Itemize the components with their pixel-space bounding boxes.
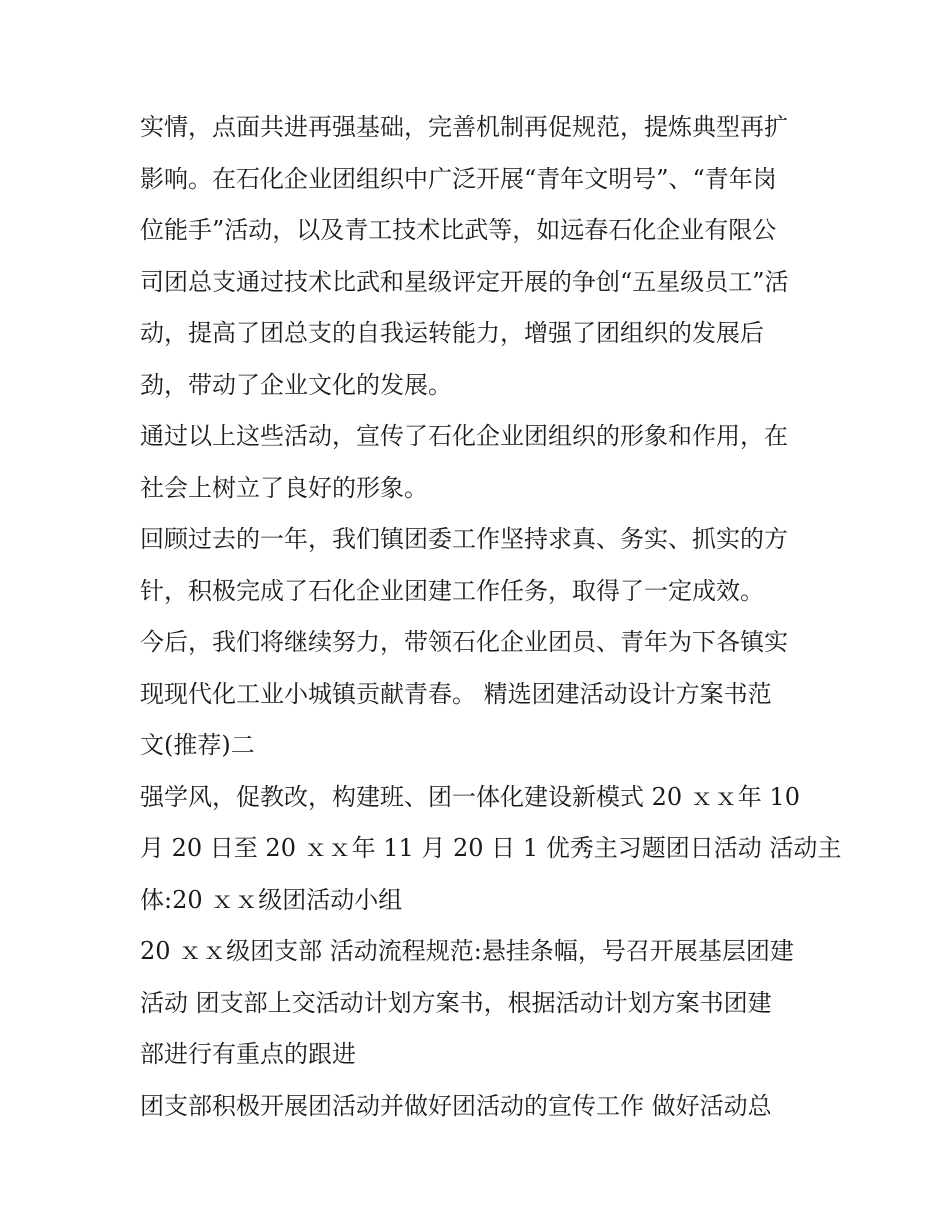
text-line: 文(推荐)二	[140, 731, 255, 759]
text-line: 通过以上这些活动，宣传了石化企业团组织的形象和作用，在	[140, 422, 788, 450]
text-line: 现现代化工业小城镇贡献青春。 精选团建活动设计方案书范	[140, 679, 772, 708]
paragraph-6	[140, 926, 820, 1081]
document-body	[140, 102, 842, 1132]
text-line: 劲，带动了企业文化的发展。	[140, 370, 452, 399]
text-line: 体:20 ｘｘ级团活动小组	[140, 885, 403, 914]
text-line: 实情，点面共进再强基础，完善机制再促规范，提炼典型再扩	[140, 113, 788, 141]
text-line: 团支部积极开展团活动并做好团活动的宣传工作 做好活动总	[140, 1091, 772, 1120]
text-line: 月 20 日至 20 ｘｘ年 11 月 20 日 1 优秀主习题团日活动 活动主	[140, 834, 842, 862]
paragraph-3	[140, 514, 820, 617]
text-line: 动，提高了团总支的自我运转能力，增强了团组织的发展后	[140, 319, 764, 347]
text-line: 部进行有重点的跟进	[140, 1040, 356, 1068]
text-line: 司团总支通过技术比武和星级评定开展的争创“五星级员工”活	[140, 267, 789, 296]
text-line: 回顾过去的一年，我们镇团委工作坚持求真、务实、抓实的方	[140, 525, 788, 553]
paragraph-7	[140, 1081, 820, 1133]
text-line: 位能手”活动，以及青工技术比武等，如远春石化企业有限公	[140, 216, 777, 244]
text-line: 影响。在石化企业团组织中广泛开展“青年文明号”、“青年岗	[140, 164, 777, 193]
text-line: 活动 团支部上交活动计划方案书，根据活动计划方案书团建	[140, 988, 772, 1017]
text-line: 强学风，促教改，构建班、团一体化建设新模式 20 ｘｘ年 10	[140, 782, 800, 811]
text-line: 20 ｘｘ级团支部 活动流程规范:悬挂条幅，号召开展基层团建	[140, 937, 794, 965]
paragraph-1	[140, 102, 820, 411]
paragraph-4	[140, 617, 820, 772]
text-line: 针，积极完成了石化企业团建工作任务，取得了一定成效。	[140, 576, 764, 605]
paragraph-5	[140, 772, 842, 927]
paragraph-2	[140, 411, 820, 514]
text-line: 社会上树立了良好的形象。	[140, 473, 428, 502]
text-line: 今后，我们将继续努力，带领石化企业团员、青年为下各镇实	[140, 628, 788, 656]
